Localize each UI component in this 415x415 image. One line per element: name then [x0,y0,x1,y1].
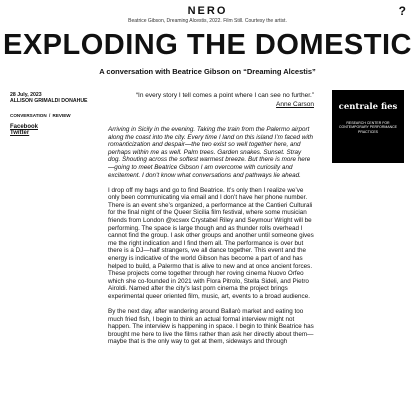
tag-review[interactable]: REVIEW [52,113,71,118]
article-meta [10,92,100,136]
site-logo[interactable]: NERO [187,5,228,17]
share-facebook-link[interactable]: Facebook [10,124,39,130]
epigraph-attribution[interactable]: Anne Carson [276,100,314,108]
tag-conversation[interactable]: CONVERSATION [10,113,47,118]
page-title: EXPLODING THE DOMESTIC [3,29,412,61]
image-caption: Beatrice Gibson, Dreaming Alcestis, 2022. Film Still. Courtesy the artist. [128,18,287,24]
article-paragraph: I drop off my bags and go to find Beatrice. It’s only then I realize we’ve only been communicating via email and I don’t have her phone number. There is an event she’s organized, a performance at the Cantieri Culturali for the final night of the Queer Sicilia film festival, where some musician friends from London @xcswx Crystabel Riley and Seymour Wright will be performing. The space is large though and as thunder rolls overhead I cannot find the group. I ask other groups and another until someone gives me the right indication and I find them all. The performance is over but there is a DJ—half strangers, we all dance together. This event and the energy is indicative of the world Gibson has become a part of and has helped to build, a Palermo that is alive to new and at once ancient forces. These projects come together through her roving cinema Nuovo Orfeo which she co-founded in 2021 with Flora Pitrolo, Stella Sideli, and Pietro Airoldi. Named after the city’s last porn cinema the project brings experimental queer oriented film, music, art, events to a broad audience. [108,186,314,300]
page-subtitle: A conversation with Beatrice Gibson on “Dreaming Alcestis” [99,67,316,76]
epigraph [114,92,314,109]
article-body [108,126,314,354]
author-name[interactable]: ALLISON GRIMALDI DONAHUE [10,98,88,104]
tag-separator: / [48,113,51,118]
tag-list [10,113,100,118]
epigraph-text: “In every story I tell comes a point where I can see no further.” [135,92,314,99]
question-mark-icon[interactable]: ? [398,4,406,18]
article-paragraph: By the next day, after wandering around Ballarò market and eating too much fried fish, I begin to think an actual formal interview might not happen. The interview is happening in space. I begin to think Beatrice has brought me here to live the films rather than ask her directly about them—maybe that is the only way to get at them, sideways and through [108,308,314,346]
share-links [10,124,100,136]
sponsor-description: RESEARCH CENTER FOR CONTEMPORARY PERFORMANCE PRACTICES [338,121,398,134]
publish-date: 28 July, 2023 [10,92,42,98]
sponsor-ad[interactable] [332,90,404,163]
share-twitter-link[interactable]: Twitter [10,130,30,136]
sponsor-logo: centrale fies [338,102,398,112]
article-paragraph: Arriving in Sicily in the evening. Taking the train from the Palermo airport along the coast into the city. Every time I land on this island I’m faced with romanticization and despair—the two exist so well together here, and perhaps within me as well. Palm trees. Garden snakes. Sunset. Stray dog. Shouting across the softest warmest breeze. But there is more here—going to meet Beatrice Gibson I am overcome with curiosity and excitement. I don’t know what conversations and pathways lie ahead. [108,126,313,179]
